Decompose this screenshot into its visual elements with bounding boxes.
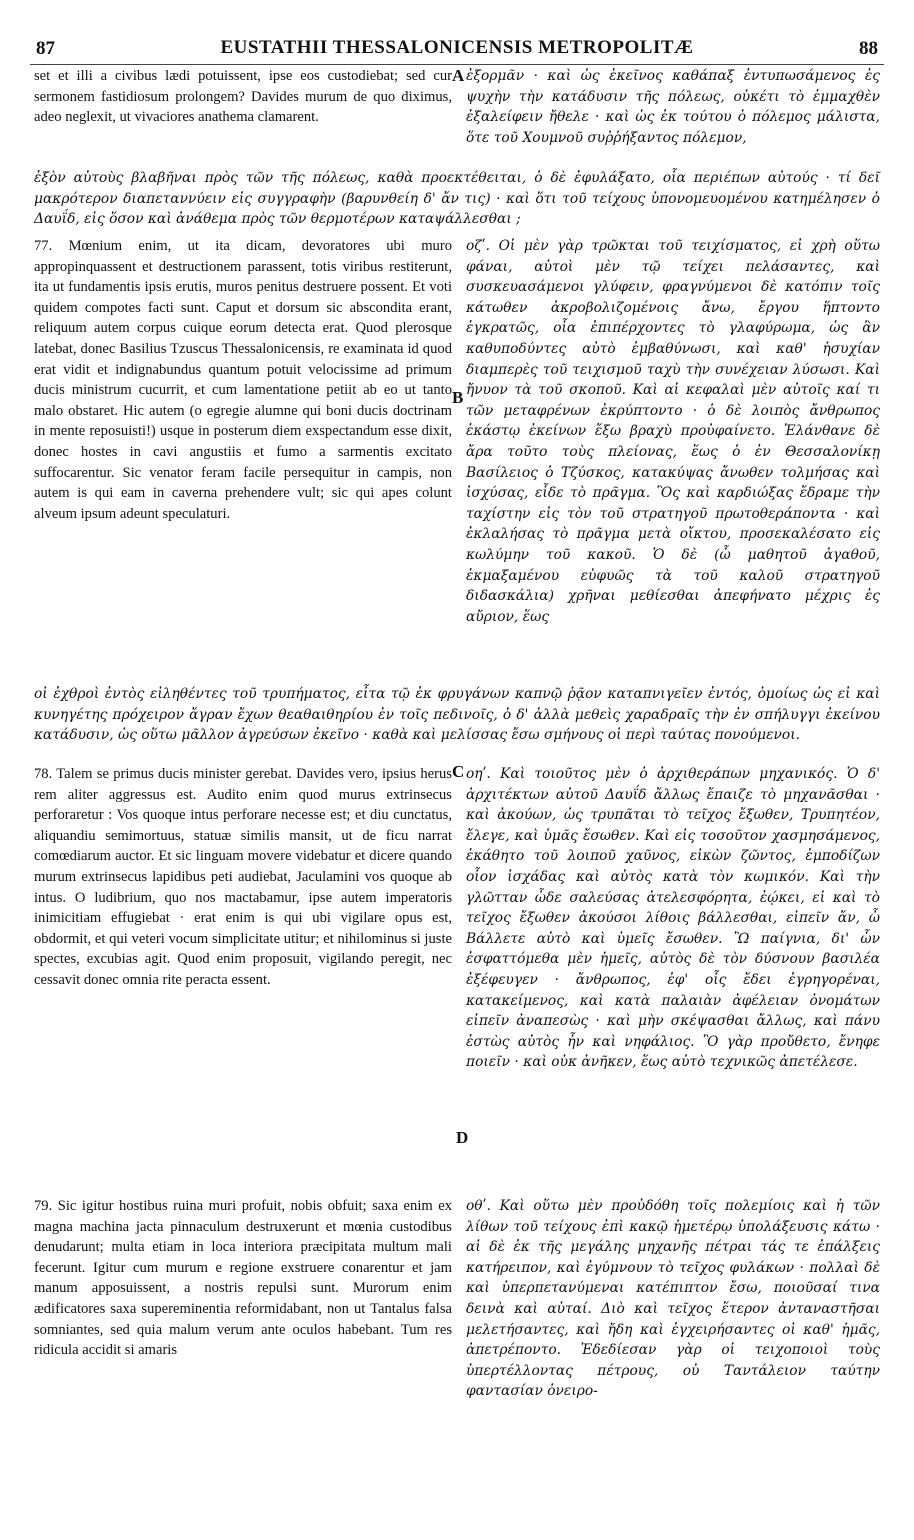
latin-intro: set et illi a civibus lædi potuissent, ipse eos custodiebat; sed cur sermonem fastidiosum prolongem? Davides murum de quo diximus, adeo neglexit, ut vivaciores anathema clamarent. [34,68,452,126]
page-number-left: 87 [36,38,55,59]
margin-marker-c: C [452,762,465,781]
page-number-right: 88 [859,38,878,59]
greek-full-1: ἐξὸν αὐτοὺς βλαβῆναι πρὸς τῶν τῆς πόλεως, καθὰ προεκτέθειται, ὁ δὲ ἐφυλάξατο, οἷα περιέπων αὐτούς · τί δεῖ μακρότερον διαπεταννύειν εἰς συγγραφὴν (βαρυνθείη δ' ἄν τις) · καὶ ὅτι τοῦ τείχους ὑπονομευομένου κατημέλησεν ὁ Δαυΐδ, εἰς ὅσον καὶ ἀνάθεμα πρὸς τῶν θερμοτέρων καταψάλλεσθαι ; [34,170,880,228]
running-header [30,34,884,65]
running-title: EUSTATHII THESSALONICENSIS METROPOLITÆ [220,37,694,58]
margin-marker-a: A [452,66,465,85]
margin-marker-d: D [456,1128,469,1147]
greek-section-77: οζʹ. Οἱ μὲν γὰρ τρῶκται τοῦ τειχίσματος, εἰ χρὴ οὕτω φάναι, αὐτοὶ μὲν τῷ τείχει πελάσαντες, καὶ συσκευασάμενοι γλύφειν, φραγνύμενοι δὲ κατόπιν τοῖς κάτωθεν ἀκροβολιζομένοις ἄνω, ἔργου ἥπτοντο ἐγκρατῶς, οἷα ἐπιπέρχοντες τὸ γλαφύρωμα, ὡς ἂν καθυποδύντες αὐτὸ ἐμβαθύνωσι, καὶ καθ' ἡσυχίαν διαμπερὲς τοῦ τειχισμοῦ ταχὺ τὴν συνέχειαν λύσωσι. Καὶ ἤνυον τὰ τοῦ σκοποῦ. Καὶ αἱ κεφαλαὶ μὲν αὐτοῖς καί τι τῶν μεταφρένων ἐκρύπτοντο · ὁ δὲ λοιπὸς ἄνθρωπος ἑκάστῳ ἐκείνων ἔξω βραχὺ προὐφαίνετο. Ἐλάνθανε δὲ ἄρα τοῦτο τοὺς πλείονας, ἕως ὁ ἐν Θεσσαλονίκῃ Βασίλειος ὁ Τζύσκος, κατακύψας ἄνωθεν τολμήσας καὶ ἰσχύσας, εἶδε τὸ πρᾶγμα. Ὃς καὶ καρδιώξας ἔδραμε τὴν ταχίστην εἰς τὸν τοῦ στρατηγοῦ πρωτοθεράποντα · καὶ ἐκλαλήσας τὸ πρᾶγμα μετὰ οἴκτου, προσεκαλέσατο εἰς κωλύμην τοῦ κακοῦ. Ὁ δὲ (ὦ μαθητοῦ ἀγαθοῦ, ἐκμαξαμένου εὐφυῶς τὰ τοῦ καλοῦ στρατηγοῦ διδασκάλια) χρῆναι μεθίεσθαι ἀπεφήνατο μέχρις ἐς αὔριον, ἕως [466,238,880,625]
greek-intro: ἐξορμᾶν · καὶ ὡς ἐκεῖνος καθάπαξ ἐντυπωσάμενος ἐς ψυχὴν τὴν κατάδυσιν τῆς πόλεως, οὐκέτι τὸ ἐμμαχθὲν ἐξαλείφειν ἤθελε · καὶ ὡς ἐκ τούτου ὁ πόλεμος μάλιστα, ὅτε τοῦ Χουμνοῦ συῤῥήξαντος πόλεμον, [466,68,880,146]
margin-marker-b: B [452,388,464,407]
greek-section-79: οθʹ. Καὶ οὕτω μὲν προὐδόθη τοῖς πολεμίοις καὶ ἡ τῶν λίθων τοῦ τείχους ἐπὶ κακῷ ἡμετέρῳ ὑπολάξευσις κάτω · αἱ δὲ ἐκ τῆς μεγάλης μηχανῆς πέτραι τάς τε ἐπάλξεις κατήρειπον, καὶ ἐγύμνουν τὸ τεῖχος φυλάκων · πολλαὶ δὲ καὶ ὑπερπετανύμεναι κατέπιπτον ἔσω, ποιοῦσαί τινα δεινὰ καὶ αὐταί. Διὸ καὶ τεῖχος ἕτερον ἀνταναστῆσαι μελετήσαντες, καὶ ἤδη καὶ ἐγχειρήσαντες οἱ καθ' ἡμᾶς, ἀπετρέποντο. Ἐδεδίεσαν γὰρ οἱ τειχοποιοὶ τοὺς ὑπερτέλλοντας πέτρους, οὐ Ταντάλειον ταύτην φαντασίαν ὀνειρο- [466,1198,880,1400]
latin-section-78: 78. Talem se primus ducis minister gerebat. Davides vero, ipsius herus rem aliter aggressus est. Audito enim quod murus extrinsecus perforaretur : Vos quoque intus perforare necesse est; et diu cunctatus, aliquandiu semimortuus, statuæ similis mansit, ut de ficu narrat comœdiarum auctor. Et sic linguam movere videbatur et dicere quando murum extrinsecus lapidibus peti audiebat, Jaculamini vos quoque ab intus. O ludibrium, quo nos mactabamur, ipse autem imperatoris inimicitiam effugiebat · erat enim is qui ubi vigilare opus est, obdormit, et qui veteri vocum simplicitate utitur; et nihilominus si juste spectes, excubias agit. Quod enim proposuit, vigilando peregit, nec cessavit donec omnia rite peracta essent. [34,766,452,988]
greek-section-78: οηʹ. Καὶ τοιοῦτος μὲν ὁ ἀρχιθεράπων μηχανικός. Ὁ δ' ἀρχιτέκτων αὐτοῦ Δαυΐδ ἄλλως ἔπαιζε τὸ μηχανᾶσθαι · καὶ ἀκούων, ὡς τρυπᾶται τὸ τεῖχος ἔξωθεν, Τρυπητέον, ἔλεγε, καὶ ὑμᾶς ἔσωθεν. Καὶ εἰς τοσοῦτον χασμησάμενος, ἐκάθητο τοῦ λοιποῦ χαῦνος, εἰκὼν ζῶντος, ἐμποδίζων οἷον ἰσχάδας καὶ αὐτὸς κατὰ τὸν κωμικόν. Καὶ τὴν γλῶτταν ὧδε σαλεύσας ἀτελεσφόρητα, ἐῴκει, εἰ καὶ τὸ τεῖχος ἔξωθεν ἀκούσοι λίθοις βάλλεσθαι, εἰπεῖν ἄν, ὦ Βάλλετε αὐτὸ καὶ ὑμεῖς ἔσωθεν. Ὢ παίγνια, δι' ὧν ἐσφαττόμεθα μὲν ἡμεῖς, αὐτὸς δὲ τὸν δύσνουν βασιλέα ἐξέφευγεν · ἄνθρωπος, ἐφ' οἷς ἔδει ἐγρηγορέναι, κατακείμενος, καὶ κατὰ παλαιὰν ἀφέλειαν ὀνομάτων εἰπεῖν ἀναπεσὼς · καὶ μὴν σκέψασθαι ἄλλως, καὶ πάνυ ἐστὼς αὐτὸς ἦν καὶ νηφάλιος. Ὃ γὰρ προὔθετο, ἔνηφε ποιεῖν · καὶ οὐκ ἀνῆκεν, ἕως αὐτὸ τεχνικῶς ἀπετέλεσε. [466,766,880,1071]
greek-full-2: οἱ ἐχθροὶ ἐντὸς εἰληθέντες τοῦ τρυπήματος, εἶτα τῷ ἐκ φρυγάνων καπνῷ ῥᾷον καταπνιγεῖεν ἐντός, ὁμοίως ὡς εἰ καὶ κυνηγέτης πρόχειρον ἄγραν ἔχων θεαθαιθηρίου ἐν τοῖς πεδινοῖς, ὁ δ' ἀλλὰ μεθεὶς χαραδραῖς τὴν ἐν σπήλυγγι ἐκείνου κατάδυσιν, ὡς οὕτω μᾶλλον ἀγρεύσων ἐκεῖνο · καθὰ καὶ μελίσσας ἔσω σμήνους οἱ περὶ ταύτας πονούμενοι. [34,686,880,744]
latin-section-79: 79. Sic igitur hostibus ruina muri profuit, nobis obfuit; saxa enim ex magna machina jacta pinnaculum destruxerunt et mœnia custodibus denudarunt; multa etiam in loca interiora præcipitata multum mali fecerunt. Igitur cum murum e regione exstruere conarentur et jam manum apposuissent, a nostris repulsi sunt. Murorum enim ædificatores saxa supereminentia reformidabant, non ut Tantalus falsa somniantes, sed quia malum verum ante oculos habebant. Tum res ridicula accidit si amaris [34,1198,452,1359]
latin-section-77: 77. Mœnium enim, ut ita dicam, devoratores ubi muro appropinquassent et destructionem parassent, totis viribus restiterunt, ita ut fundamentis ipsis erutis, muros penitus destruere possent. Et voti quidem compotes facti sunt. Caput et dorsum sic abscondita erant, reliquum autem corpus cuique eorum detecta erat. Quod plerosque latebat, donec Basilius Tzuscus Thessalonicensis, re examinata id quod erat vidit et indignabundus quantum potuit velocissime ad primum ducis ministrum cucurrit, et cum lamentatione petiit ab eo ut tanto malo obstaret. Hic autem (o egregie alumne qui boni ducis doctrinam in mente reposuisti!) usque in posterum diem exspectandum esse dixit, donec hostes in cavi angustiis et fumo a sarmentis excitato suffocarentur. Sic venator feram facile persequitur in campis, non autem is qui eam in caverna prehendere vult; sic qui apes colunt alveum ipsum adeunt speculaturi. [34,238,452,522]
